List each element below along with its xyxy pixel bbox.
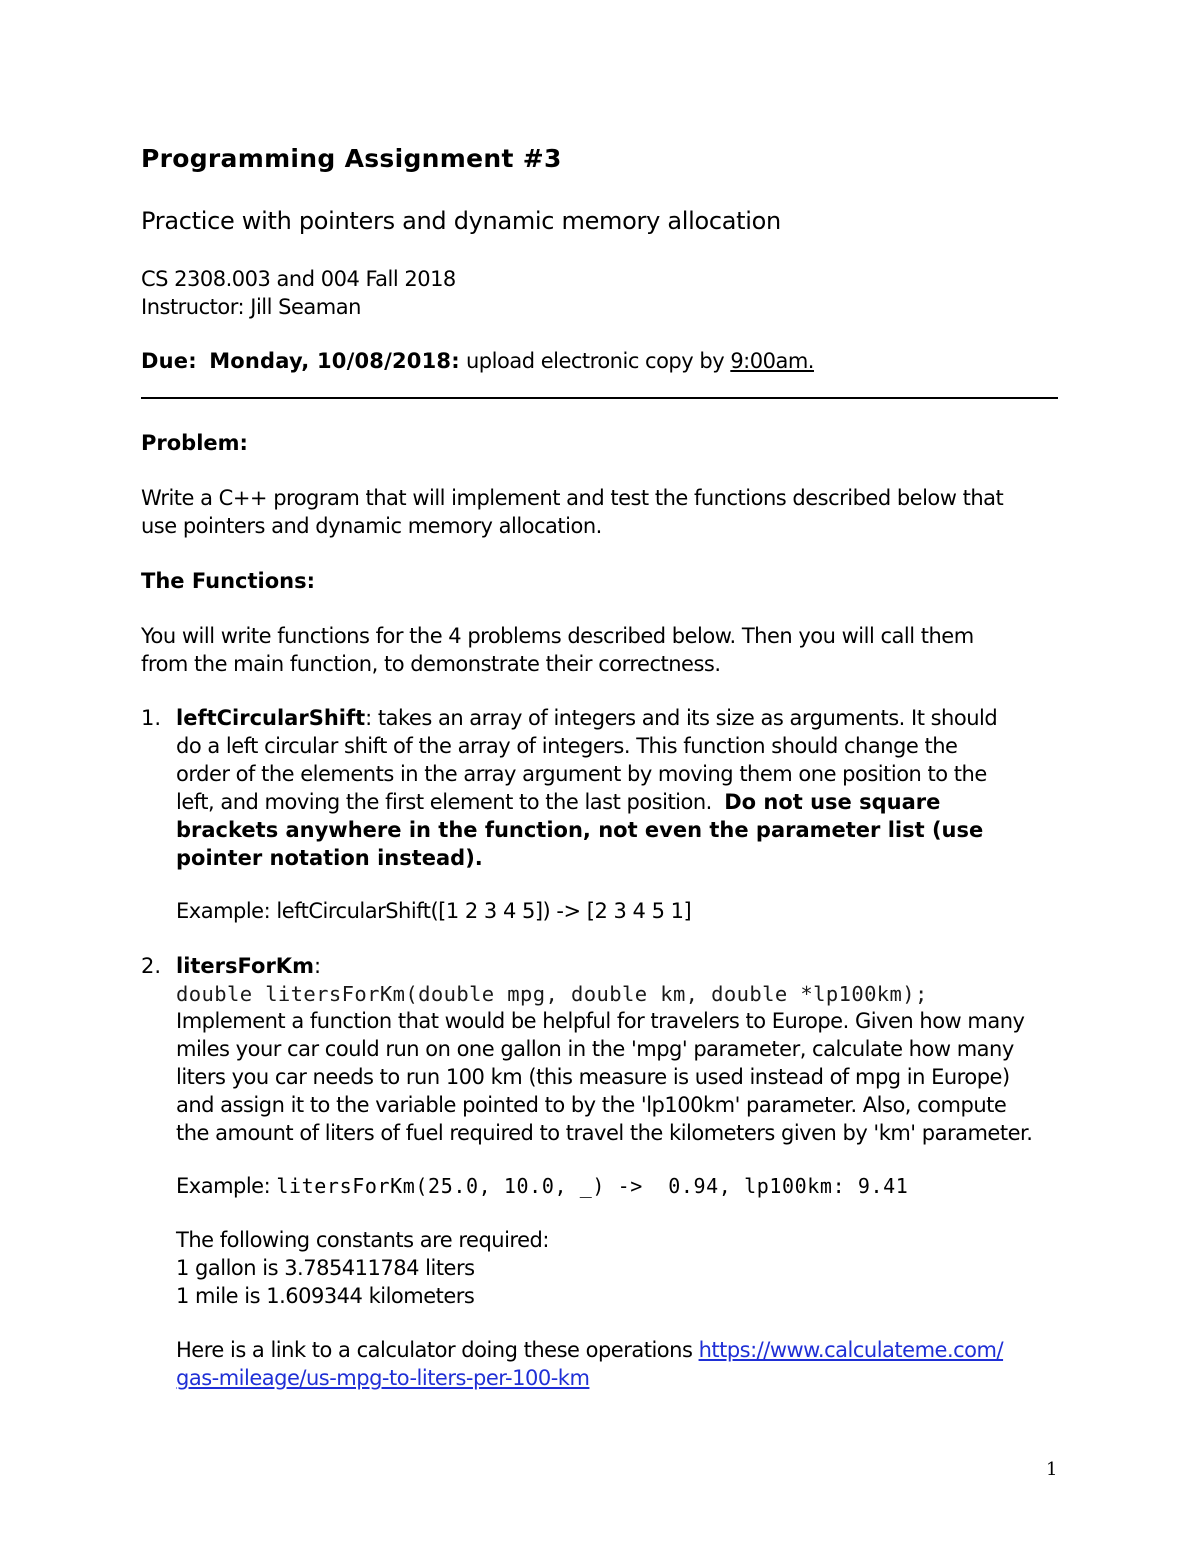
item-line (176, 788, 997, 816)
course-line: CS 2308.003 and 004 Fall 2018 (141, 267, 456, 291)
calculator-link[interactable]: https://www.calculateme.com/ (698, 1338, 1004, 1362)
due-line (141, 347, 814, 375)
item-line: do a left circular shift of the array of integers. This function should change the (176, 734, 958, 758)
example-code: litersForKm(25.0, 10.0, _) -> 0.94, lp100km: 9.41 (276, 1174, 909, 1198)
function-prototype: double litersForKm(double mpg, double km, double *lp100km); (176, 982, 928, 1006)
due-time: 9:00am. (730, 349, 814, 373)
item-number: 2. (141, 954, 162, 978)
item-line: and assign it to the variable pointed to by the 'lp100km' parameter. Also, compute (176, 1093, 1007, 1117)
constants-intro: The following constants are required: (176, 1228, 549, 1252)
bold-note: brackets anywhere in the function, not even the parameter list (use (176, 818, 984, 842)
item-number: 1. (141, 706, 162, 730)
bold-note: Do not use square (724, 790, 941, 814)
function-name: leftCircularShift (176, 706, 366, 730)
item-line: Implement a function that would be helpful for travelers to Europe. Given how many (176, 1009, 1025, 1033)
example-label: Example: (176, 1174, 277, 1198)
due-label: Due: (141, 349, 197, 373)
link-line (176, 1364, 1003, 1392)
horizontal-divider (141, 397, 1058, 399)
item-line: the amount of liters of fuel required to travel the kilometers given by 'km' parameter. (176, 1121, 1033, 1145)
link-line (176, 1336, 1003, 1364)
item-text: : takes an array of integers and its size as arguments. It should (365, 706, 998, 730)
constant-line: 1 mile is 1.609344 kilometers (176, 1284, 475, 1308)
page-subtitle: Practice with pointers and dynamic memory allocation (141, 207, 781, 235)
instructor-line: Instructor: Jill Seaman (141, 295, 361, 319)
problem-heading: Problem: (141, 431, 248, 455)
functions-line: You will write functions for the 4 problems described below. Then you will call them (141, 624, 974, 648)
item-liters-for-km-heading (176, 952, 321, 980)
item-line (176, 704, 997, 732)
calculator-link-paragraph (176, 1336, 1003, 1392)
item-text: left, and moving the first element to the last position. (176, 790, 725, 814)
example-line: Example: leftCircularShift([1 2 3 4 5]) -> [2 3 4 5 1] (176, 899, 692, 923)
example-line (176, 1172, 908, 1200)
functions-heading: The Functions: (141, 569, 315, 593)
constant-line: 1 gallon is 3.785411784 liters (176, 1256, 475, 1280)
problem-line: Write a C++ program that will implement and test the functions described below that (141, 486, 1004, 510)
link-intro: Here is a link to a calculator doing these operations (176, 1338, 699, 1362)
functions-line: from the main function, to demonstrate their correctness. (141, 652, 721, 676)
function-name: litersForKm (176, 954, 314, 978)
item-line: order of the elements in the array argument by moving them one position to the (176, 762, 987, 786)
item-line: miles your car could run on one gallon in the 'mpg' parameter, calculate how many (176, 1037, 1014, 1061)
course-info (141, 265, 456, 321)
due-text: upload electronic copy by (466, 349, 725, 373)
page-title: Programming Assignment #3 (141, 144, 562, 173)
page-number: 1 (1046, 1459, 1058, 1480)
item-liters-for-km (176, 1007, 1032, 1147)
problem-line: use pointers and dynamic memory allocation. (141, 514, 602, 538)
due-date: Monday, 10/08/2018: (209, 349, 460, 373)
constants-block (176, 1226, 549, 1310)
calculator-link[interactable]: gas-mileage/us-mpg-to-liters-per-100-km (176, 1366, 590, 1390)
item-text: : (313, 954, 321, 978)
functions-paragraph (141, 622, 974, 678)
bold-note: pointer notation instead). (176, 846, 483, 870)
problem-paragraph (141, 484, 1003, 540)
item-left-circular-shift (176, 704, 997, 872)
item-line: liters you car needs to run 100 km (this measure is used instead of mpg in Europe) (176, 1065, 1010, 1089)
